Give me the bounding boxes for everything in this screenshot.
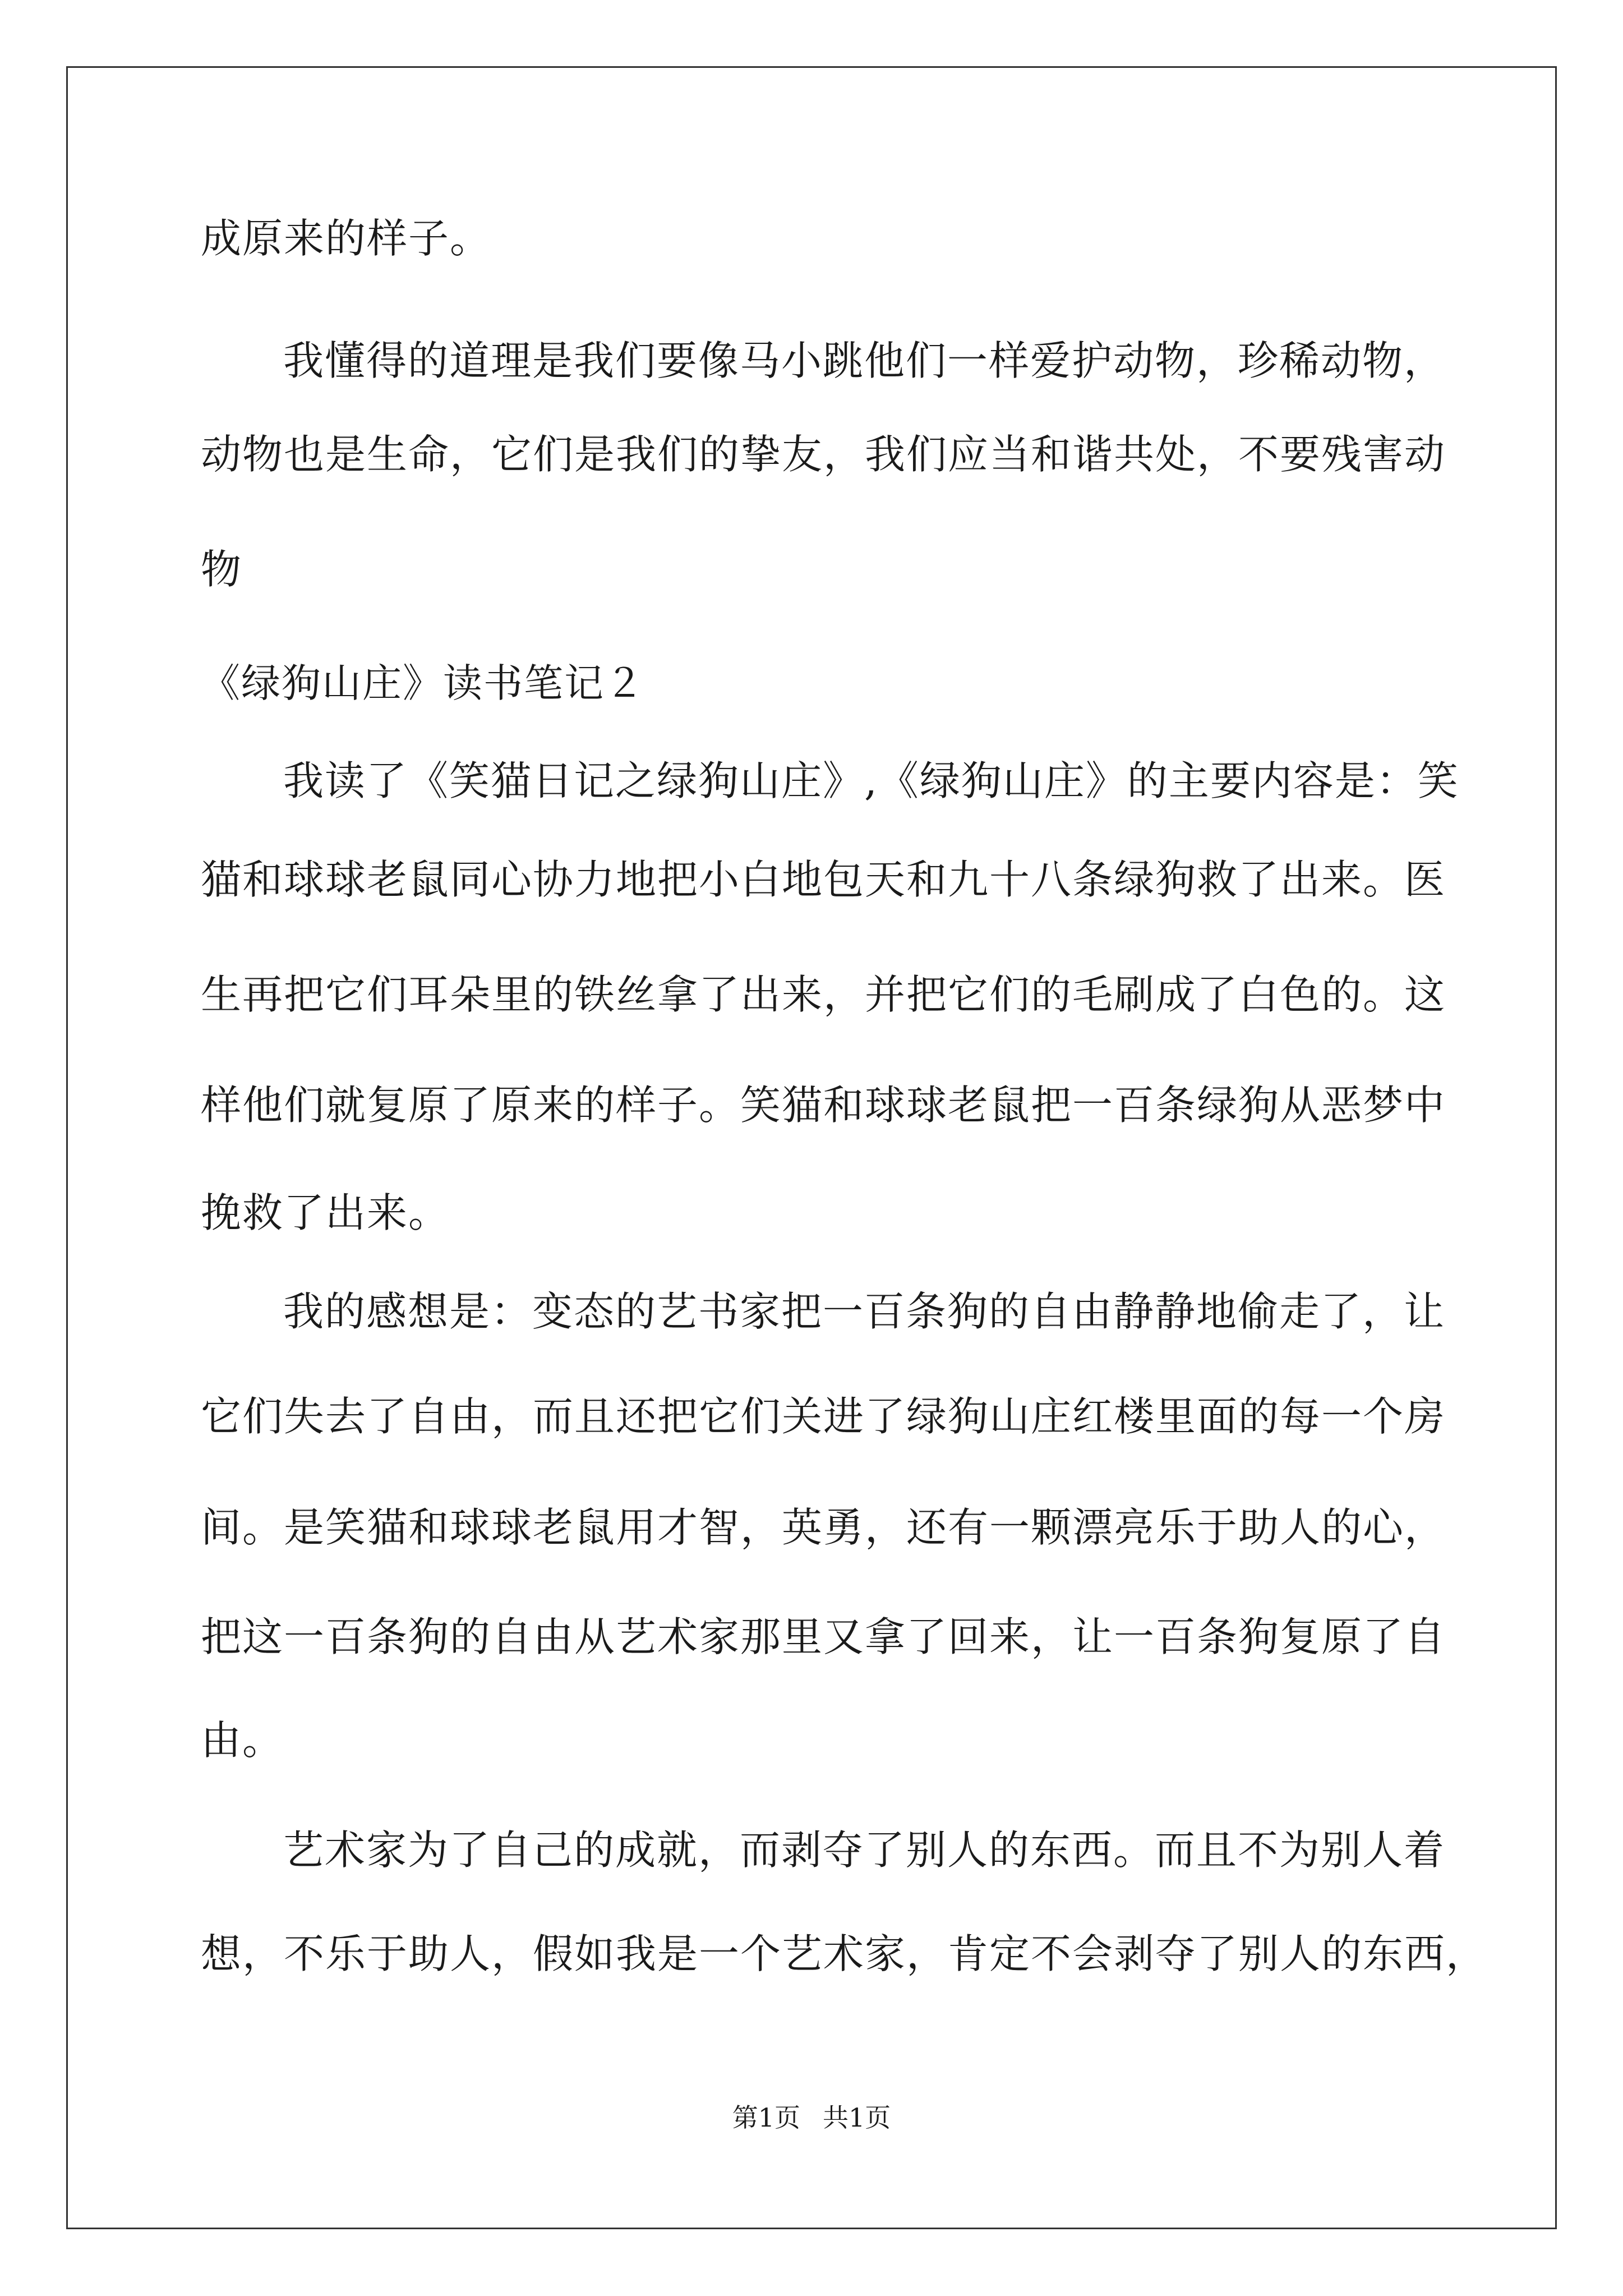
paragraph-line: 间。是笑猫和球球老鼠用才智，英勇，还有一颗漂亮乐于助人的心， — [201, 1504, 1446, 1551]
page-number: 第1页 — [732, 2102, 800, 2133]
page-total: 共1页 — [823, 2102, 891, 2133]
paragraph-line: 艺术家为了自己的成就，而剥夺了别人的东西。而且不为别人着 — [283, 1826, 1446, 1874]
paragraph-line: 动物也是生命，它们是我们的挚友，我们应当和谐共处，不要残害动 — [201, 431, 1446, 478]
paragraph-line: 样他们就复原了原来的样子。笑猫和球球老鼠把一百条绿狗从恶梦中 — [201, 1082, 1446, 1129]
paragraph-line: 成原来的样子。 — [201, 215, 492, 262]
paragraph-line: 由。 — [201, 1717, 284, 1764]
paragraph-line: 把这一百条狗的自由从艺术家那里又拿了回来，让一百条狗复原了自 — [201, 1613, 1446, 1660]
paragraph-line: 我的感想是：变态的艺书家把一百条狗的自由静静地偷走了，让 — [283, 1288, 1446, 1335]
paragraph-line: 我懂得的道理是我们要像马小跳他们一样爱护动物，珍稀动物， — [283, 337, 1446, 384]
paragraph-line: 生再把它们耳朵里的铁丝拿了出来，并把它们的毛刷成了白色的。这 — [201, 971, 1446, 1018]
page-border — [66, 66, 1557, 2229]
paragraph-line: 物 — [201, 546, 243, 593]
paragraph-line: 猫和球球老鼠同心协力地把小白地包天和九十八条绿狗救了出来。医 — [201, 856, 1446, 903]
page-footer — [0, 2101, 1623, 2134]
paragraph-line: 想，不乐于助人，假如我是一个艺术家，肯定不会剥夺了别人的东西， — [201, 1930, 1488, 1977]
section-heading: 《绿狗山庄》读书笔记２ — [201, 660, 645, 706]
paragraph-line: 我读了《笑猫日记之绿狗山庄》,《绿狗山庄》的主要内容是：笑 — [283, 757, 1459, 804]
paragraph-line: 它们失去了自由，而且还把它们关进了绿狗山庄红楼里面的每一个房 — [201, 1393, 1446, 1440]
paragraph-line: 挽救了出来。 — [201, 1189, 450, 1236]
